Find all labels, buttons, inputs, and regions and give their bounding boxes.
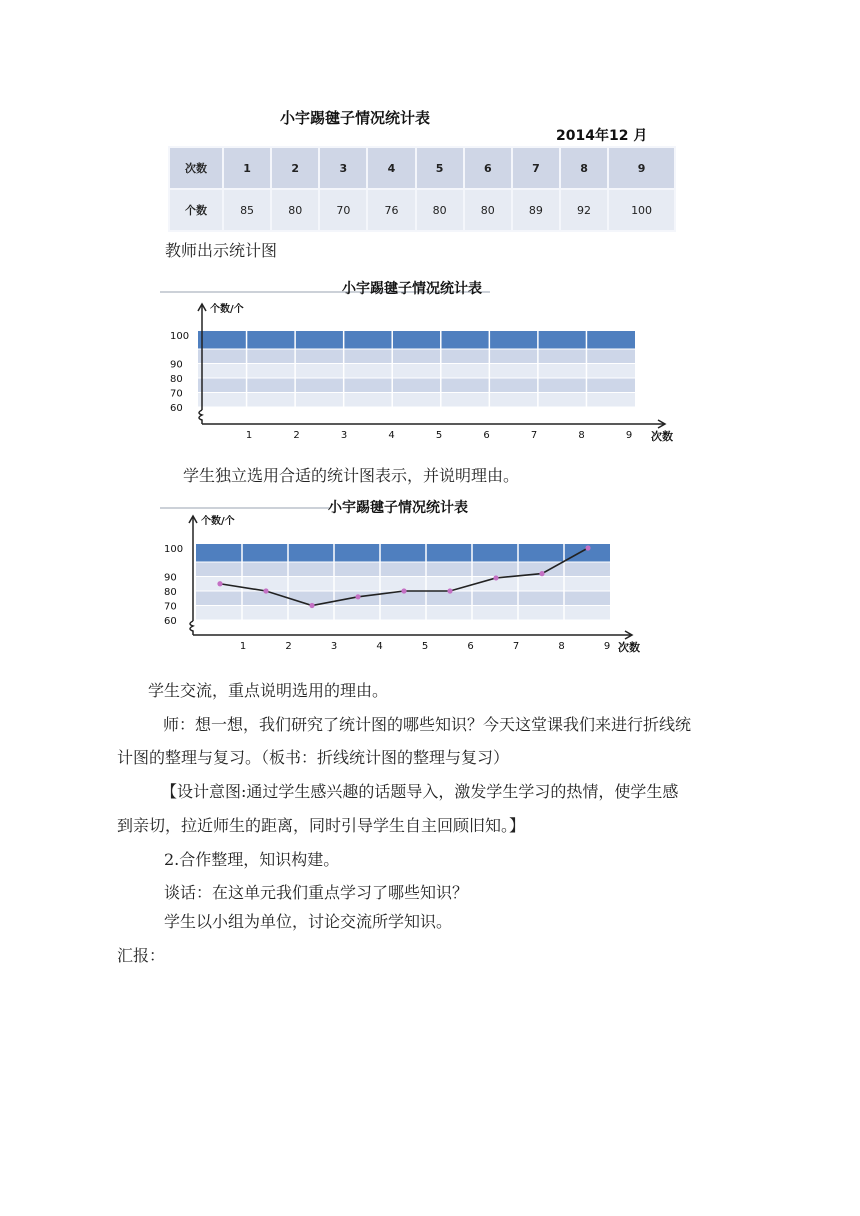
x-tick-label: 7 [512, 641, 520, 652]
x-tick-label: 3 [330, 641, 338, 652]
chart-title: 小宇踢毽子情况统计表 [342, 281, 482, 297]
table-title: 小宇踢毽子情况统计表 [280, 109, 431, 127]
table-cell: 1 [223, 147, 271, 189]
data-point [585, 545, 590, 550]
para-section-2: 2.合作整理，知识构建。 [164, 850, 340, 869]
para-talk: 谈话：在这单元我们重点学习了哪些知识？ [164, 883, 469, 902]
x-axis-label: 次数 [651, 430, 673, 443]
table-cell: 80 [464, 189, 512, 231]
data-point [401, 588, 406, 593]
table-cell: 70 [319, 189, 367, 231]
y-tick-label: 60 [170, 403, 183, 414]
x-tick-label: 4 [376, 641, 383, 652]
x-tick-label: 8 [558, 641, 565, 652]
empty-grid-chart [160, 274, 700, 452]
x-tick-label: 8 [578, 430, 585, 441]
y-tick-label: 100 [164, 544, 184, 555]
table-cell: 5 [416, 147, 464, 189]
table-cell: 92 [560, 189, 608, 231]
para-teacher-2: 计图的整理与复习。（板书：折线统计图的整理与复习） [117, 748, 510, 767]
x-tick-label: 9 [603, 641, 611, 652]
y-axis-label: 个数/个 [201, 516, 235, 527]
para-show-chart: 教师出示统计图 [165, 241, 278, 260]
data-point [309, 603, 314, 608]
x-tick-label: 7 [530, 430, 538, 441]
data-point [217, 581, 222, 586]
band [196, 562, 610, 577]
band [198, 364, 635, 379]
band [196, 606, 610, 621]
band-top [196, 544, 610, 562]
table-cell: 4 [367, 147, 415, 189]
table-cell: 2 [271, 147, 319, 189]
table-cell: 3 [319, 147, 367, 189]
x-tick-label: 6 [467, 641, 474, 652]
x-axis-label: 次数 [618, 641, 640, 654]
para-report: 汇报： [117, 946, 166, 965]
para-teacher-1: 师：想一想，我们研究了统计图的哪些知识？今天这堂课我们来进行折线统 [163, 715, 692, 734]
y-tick-label: 80 [170, 374, 183, 385]
chart-title: 小宇踢毽子情况统计表 [328, 500, 468, 516]
band [198, 378, 635, 393]
table-cell: 80 [416, 189, 464, 231]
data-point [493, 575, 498, 580]
x-tick-label: 6 [483, 430, 490, 441]
y-tick-label: 90 [164, 572, 177, 584]
table-cell: 76 [367, 189, 415, 231]
table-cell: 80 [271, 189, 319, 231]
table-cell: 85 [223, 189, 271, 231]
x-tick-label: 4 [388, 430, 395, 441]
table-cell: 7 [512, 147, 560, 189]
y-axis-label: 个数/个 [210, 304, 244, 315]
para-design-1: 【设计意图:通过学生感兴趣的话题导入，激发学生学习的热情，使学生感 [161, 782, 679, 801]
x-tick-label: 5 [421, 641, 429, 652]
band-top [198, 331, 635, 349]
row-label-counts: 个数 [169, 189, 223, 231]
data-point [447, 588, 452, 593]
x-tick-label: 1 [239, 641, 247, 652]
y-tick-label: 90 [170, 359, 183, 371]
y-tick-label: 70 [164, 601, 177, 613]
x-tick-label: 3 [340, 430, 348, 441]
data-point [539, 571, 544, 576]
para-student-choose: 学生独立选用合适的统计图表示，并说明理由。 [183, 466, 520, 485]
table-cell: 100 [608, 189, 675, 231]
table-row [169, 189, 675, 231]
axis-break-symbol [190, 621, 193, 635]
row-label-times: 次数 [169, 147, 223, 189]
para-group: 学生以小组为单位，讨论交流所学知识。 [164, 912, 453, 931]
data-point [355, 594, 360, 599]
x-tick-label: 9 [625, 430, 633, 441]
y-tick-label: 60 [164, 616, 177, 627]
x-tick-label: 2 [293, 430, 300, 441]
table-cell: 8 [560, 147, 608, 189]
band [198, 349, 635, 364]
x-tick-label: 5 [435, 430, 443, 441]
table-cell: 9 [608, 147, 675, 189]
stat-table [168, 146, 676, 232]
para-design-2: 到亲切，拉近师生的距离，同时引导学生自主回顾旧知。】 [117, 816, 526, 835]
table-row [169, 147, 675, 189]
line-chart [160, 496, 670, 668]
y-tick-label: 70 [170, 388, 183, 400]
para-exchange: 学生交流，重点说明选用的理由。 [148, 681, 389, 700]
data-point [263, 588, 268, 593]
table-date: 2014年12 月 [556, 128, 648, 144]
y-tick-label: 80 [164, 587, 177, 598]
table-cell: 6 [464, 147, 512, 189]
axis-break-symbol [199, 410, 202, 424]
band [198, 393, 635, 408]
x-tick-label: 1 [245, 430, 253, 441]
table-cell: 89 [512, 189, 560, 231]
x-tick-label: 2 [285, 641, 292, 652]
y-tick-label: 100 [170, 331, 190, 342]
